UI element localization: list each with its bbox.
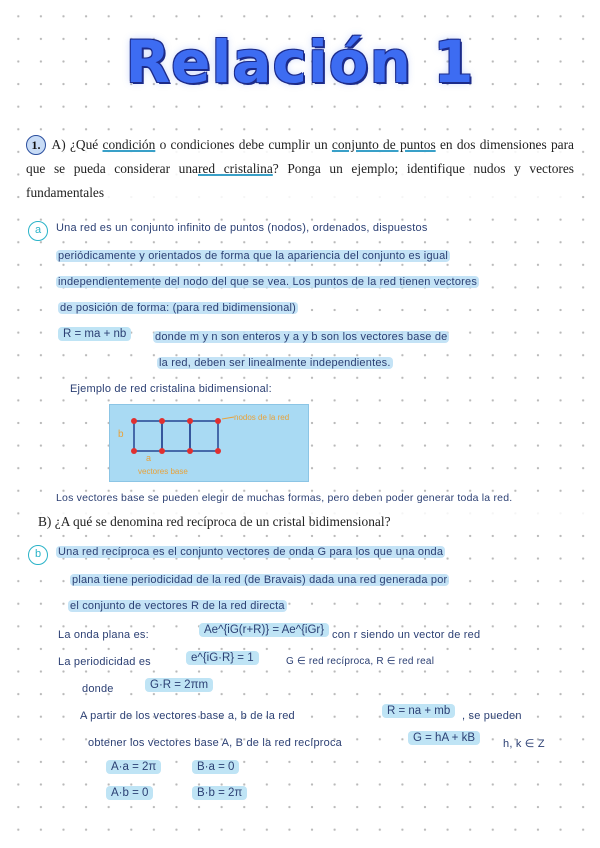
answer-a-badge: a — [28, 221, 48, 241]
answer-a-line: Una red es un conjunto infinito de puntos (nodos), ordenados, dispuestos — [56, 222, 428, 234]
question-text-3: en dos dimensiones para que se pueda considerar una — [26, 137, 574, 176]
question-b-part: B) — [38, 514, 52, 529]
question-text-4: ? Ponga un ejemplo; identifique nudos y vectores fundamentales — [26, 161, 575, 200]
question-part: A) — [51, 137, 66, 152]
formula-explanation-2: la red, deben ser linealmente independientes. — [159, 357, 391, 369]
question-underline-3: red cristalina — [198, 161, 273, 176]
question-number: 1. — [26, 135, 46, 155]
basis-line-1: A partir de los vectores base a, b de la red — [80, 710, 295, 722]
question-b-text: ¿A qué se denomina red recíproca de un cristal bidimensional? — [54, 514, 391, 529]
answer-b-badge: b — [28, 545, 48, 565]
question-a — [26, 133, 574, 205]
basis-formula-1: R = na + mb — [382, 704, 455, 718]
formula-explanation: donde m y n son enteros y a y b son los vectores base de — [155, 331, 448, 343]
lattice-vector-formula: R = ma + nb — [58, 327, 131, 341]
answer-a-closing: Los vectores base se pueden elegir de muchas formas, pero deben poder generar toda la red. — [56, 492, 513, 504]
node-label: nodos de la red — [234, 413, 290, 422]
answer-a-line: periódicamente y orientados de forma que la apariencia del conjunto es igual — [58, 250, 449, 262]
page-title: Relación 1 — [125, 28, 475, 96]
question-underline-2: conjunto de puntos — [331, 137, 436, 152]
basis-formula-2: G = hA + kB — [408, 731, 480, 745]
plane-wave-formula: Ae^{iG(r+R)} = Ae^{iGr} — [199, 623, 329, 637]
question-underline-1: condición — [102, 137, 156, 152]
periodicity-formula: e^{iG·R} = 1 — [186, 651, 259, 665]
where-formula: G·R = 2πm — [145, 678, 213, 692]
where-label: donde — [82, 683, 114, 695]
equation-1: A·a = 2π — [106, 760, 161, 774]
question-text-2: o condiciones debe cumplir un — [159, 137, 328, 152]
answer-a-line: de posición de forma: (para red bidimensional) — [60, 302, 297, 314]
basis-line-2: obtener los vectores base A, B de la red recíproca — [88, 737, 342, 749]
example-label: Ejemplo de red cristalina bidimensional: — [70, 383, 272, 395]
question-text-1: ¿Qué — [69, 137, 99, 152]
basis-line-2-end: h, k ∈ Z — [503, 738, 545, 750]
periodicity-note: G ∈ red recíproca, R ∈ red real — [286, 656, 435, 667]
equation-2: B·a = 0 — [192, 760, 239, 774]
answer-b-line: Una red recíproca es el conjunto vectores de onda G para los que una onda — [58, 546, 444, 558]
base-vector-label: vectores base — [138, 467, 188, 476]
answer-b-line: plana tiene periodicidad de la red (de Bravais) dada una red generada por — [72, 574, 448, 586]
equation-4: B·b = 2π — [192, 786, 247, 800]
plane-wave-text: con r siendo un vector de red — [332, 629, 481, 641]
question-b — [38, 510, 590, 534]
equation-3: A·b = 0 — [106, 786, 153, 800]
plane-wave-label: La onda plana es: — [58, 629, 149, 641]
answer-a-line: independientemente del nodo del que se vea. Los puntos de la red tienen vectores — [58, 276, 478, 288]
periodicity-label: La periodicidad es — [58, 656, 151, 668]
vector-a-label: a — [146, 453, 152, 463]
basis-line-1-end: , se pueden — [462, 710, 522, 722]
answer-b-line: el conjunto de vectores R de la red directa — [70, 600, 285, 612]
vector-b-label: b — [118, 429, 124, 440]
lattice-diagram — [109, 404, 309, 482]
